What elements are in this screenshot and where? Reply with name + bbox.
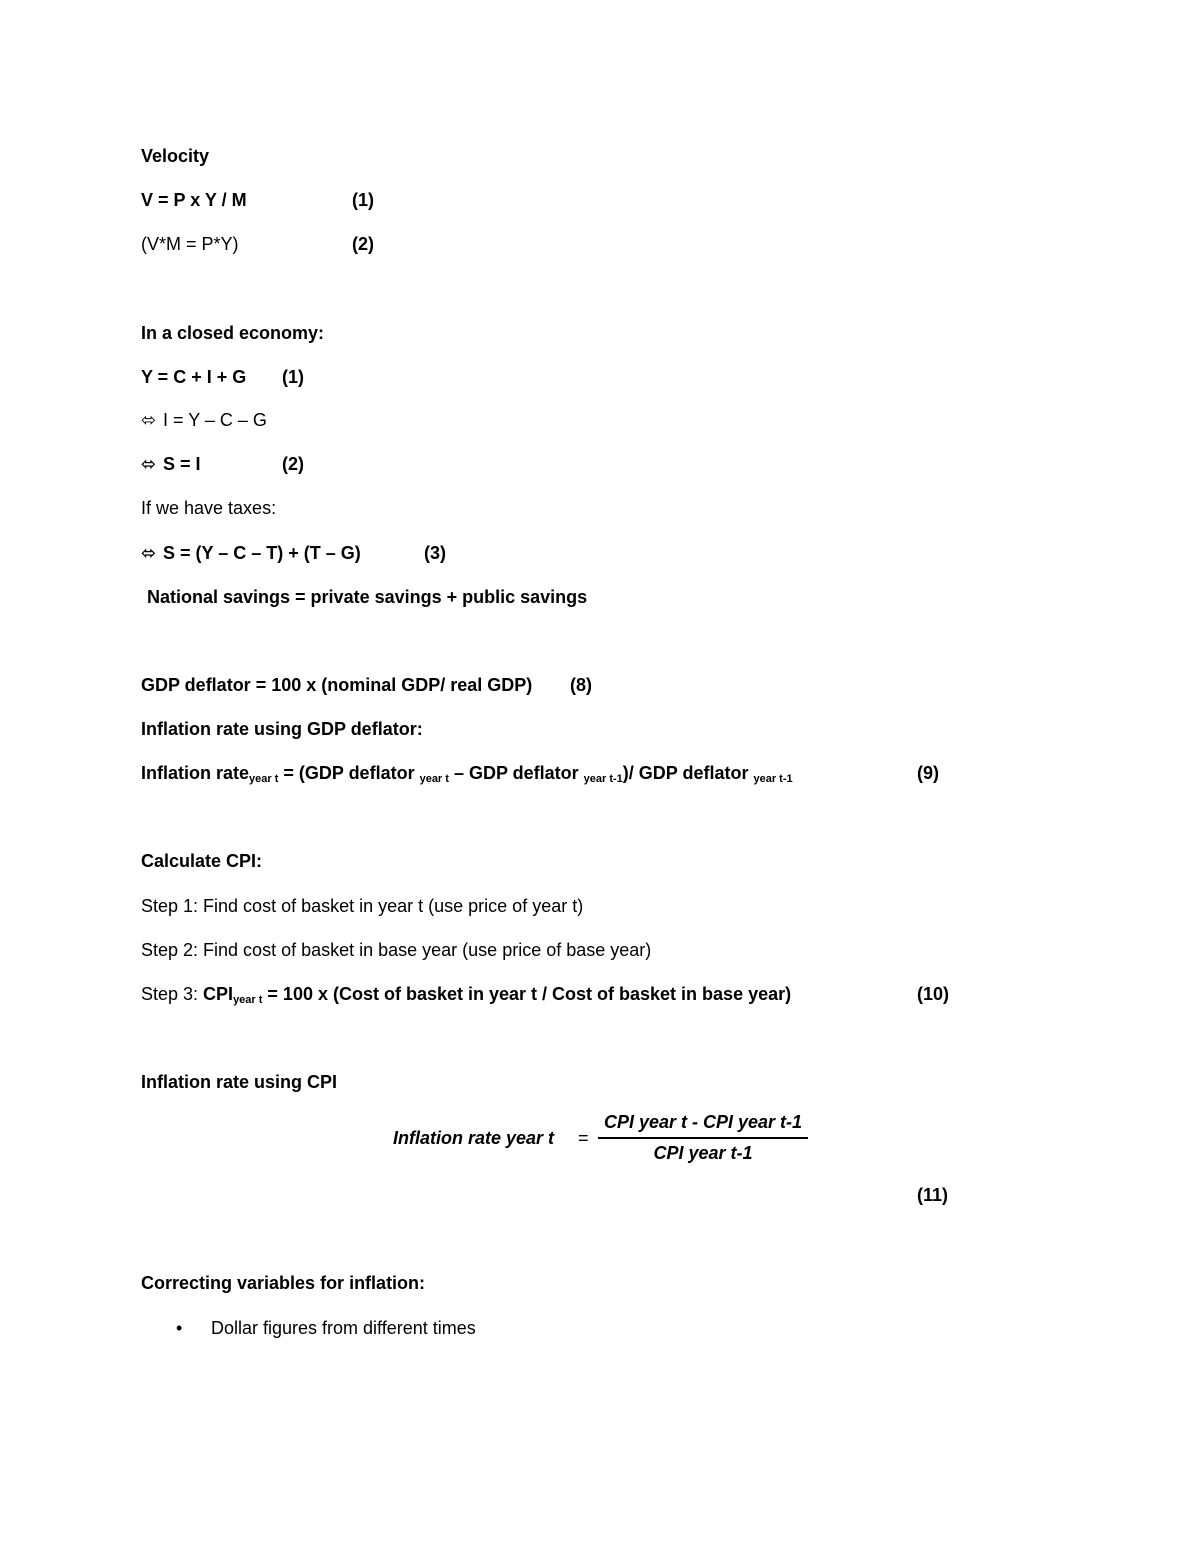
formula-part: – GDP deflator bbox=[448, 763, 584, 783]
closed-economy-heading: In a closed economy: bbox=[141, 323, 325, 343]
cpi-inflation-numerator: CPI year t - CPI year t-1 bbox=[603, 1112, 803, 1132]
formula-part: = (GDP deflator bbox=[278, 763, 420, 783]
closed-economy-equation-4-number: (3) bbox=[424, 543, 446, 563]
step-3-cpi: CPI bbox=[203, 984, 234, 1004]
closed-economy-equation-3: S = I bbox=[163, 454, 201, 474]
cpi-inflation-heading: Inflation rate using CPI bbox=[141, 1072, 338, 1092]
cpi-step-2: Step 2: Find cost of basket in base year (use price of base year) bbox=[141, 940, 652, 960]
cpi-step-1: Step 1: Find cost of basket in year t (use price of year t) bbox=[141, 896, 584, 916]
fraction-bar bbox=[598, 1137, 808, 1139]
closed-economy-equation-2: I = Y – C – G bbox=[163, 410, 267, 430]
gdp-deflator-formula-number: (8) bbox=[570, 675, 592, 695]
closed-economy-equation-3-line bbox=[141, 452, 201, 476]
step-3-prefix: Step 3: bbox=[141, 984, 204, 1004]
closed-economy-equation-4: S = (Y – C – T) + (T – G) bbox=[163, 543, 361, 563]
double-arrow-icon: ⬄ bbox=[141, 410, 157, 430]
velocity-equation-2: (V*M = P*Y) bbox=[141, 234, 239, 254]
closed-economy-equation-1-number: (1) bbox=[282, 367, 304, 387]
formula-subscript: year t bbox=[419, 773, 449, 785]
velocity-heading: Velocity bbox=[141, 146, 210, 166]
national-savings-definition: National savings = private savings + public savings bbox=[147, 587, 588, 607]
closed-economy-equation-1: Y = C + I + G bbox=[141, 367, 247, 387]
gdp-deflator-formula: GDP deflator = 100 x (nominal GDP/ real GDP) bbox=[141, 675, 533, 695]
formula-subscript: year t bbox=[249, 773, 279, 785]
cpi-step-3-number: (10) bbox=[917, 984, 950, 1004]
step-3-formula: = 100 x (Cost of basket in year t / Cost of basket in base year) bbox=[262, 984, 792, 1004]
step-3-subscript: year t bbox=[233, 994, 263, 1006]
correcting-heading: Correcting variables for inflation: bbox=[141, 1273, 426, 1293]
gdp-inflation-heading: Inflation rate using GDP deflator: bbox=[141, 719, 423, 739]
gdp-inflation-formula bbox=[141, 761, 793, 791]
velocity-equation-2-number: (2) bbox=[352, 234, 374, 254]
velocity-equation-1-number: (1) bbox=[352, 190, 374, 210]
formula-subscript: year t-1 bbox=[753, 773, 793, 785]
closed-economy-equation-4-line bbox=[141, 541, 361, 565]
velocity-equation-1: V = P x Y / M bbox=[141, 190, 247, 210]
cpi-heading: Calculate CPI: bbox=[141, 851, 263, 871]
cpi-inflation-equals: = bbox=[578, 1128, 589, 1148]
double-arrow-icon: ⬄ bbox=[141, 543, 157, 563]
closed-economy-equation-2-line bbox=[141, 408, 267, 432]
list-item: Dollar figures from different times bbox=[211, 1318, 476, 1338]
formula-subscript: year t-1 bbox=[583, 773, 623, 785]
cpi-step-3 bbox=[141, 982, 791, 1012]
closed-economy-equation-3-number: (2) bbox=[282, 454, 304, 474]
cpi-inflation-lhs: Inflation rate year t bbox=[393, 1128, 555, 1148]
formula-part: Inflation rate bbox=[141, 763, 250, 783]
bullet-icon: • bbox=[176, 1318, 183, 1338]
taxes-label: If we have taxes: bbox=[141, 498, 277, 518]
cpi-inflation-denominator: CPI year t-1 bbox=[653, 1143, 753, 1163]
gdp-inflation-formula-number: (9) bbox=[917, 763, 939, 783]
double-arrow-icon: ⬄ bbox=[141, 454, 157, 474]
cpi-inflation-number: (11) bbox=[917, 1185, 949, 1205]
formula-part: )/ GDP deflator bbox=[622, 763, 754, 783]
